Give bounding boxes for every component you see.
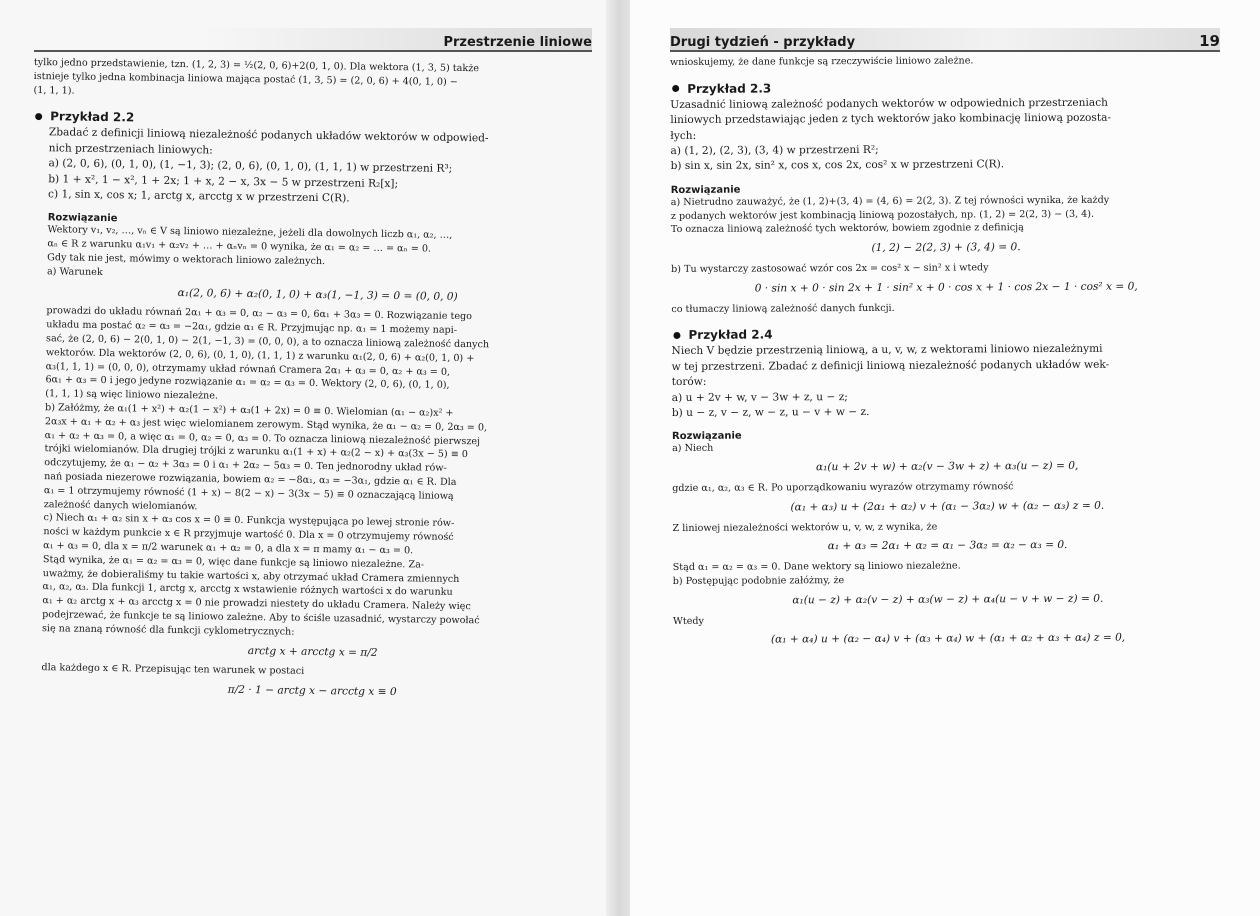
ex24-line: a) u + 2v + w, v − 3w + z, u − z;	[671, 390, 848, 404]
equation-a: α₁(2, 0, 6) + α₂(0, 1, 0) + α₃(1, −1, 3) = 0 = (0, 0, 0)	[177, 286, 458, 303]
equation-24-1: α₁(u + 2v + w) + α₂(v − 3w + z) + α₃(u − z) = 0,	[815, 460, 1079, 474]
equation-23-b: 0 · sin x + 0 · sin 2x + 1 · sin² x + 0 · cos x + 1 · cos 2x − 1 · cos² x = 0,	[754, 280, 1138, 295]
part-b-line: odczytujemy, że α₁ − α₂ + 3α₃ = 0 i α₁ + 2α₂ − 5α₃ = 0. Ten jednorodny układ rów-	[44, 457, 447, 474]
part-a-line: 6α₁ + α₃ = 0 i jego jedyne rozwiązanie α₁ = α₂ = α₃ = 0. Wektory (2, 0, 6), (0, 1, 0),	[45, 374, 450, 392]
bullet-icon	[35, 113, 42, 120]
example-2-3-heading	[670, 79, 1220, 96]
right-top-line: wnioskujemy, że dane funkcje są rzeczywiście liniowo zależne.	[670, 55, 974, 68]
part-b-line: zależność danych wielomianów.	[43, 498, 198, 512]
part-c-line: α₁, α₂, α₃. Dla funkcji 1, arctg x, arcctg x wstawienie różnych wartości x do warunku	[42, 581, 453, 599]
part-a-line: sać, że (2, 0, 6) − 2(0, 1, 0) − 2(1, −1, 3) = (0, 0, 0), a to oznacza liniową zależność danych	[45, 333, 490, 351]
equation-c: arctg x + arcctg x = π/2	[247, 644, 378, 659]
part-a-line: układu ma postać α₂ = α₃ = −2α₁, gdzie α₁ ∈ R. Przyjmując np. α₁ = 1 możemy napi-	[46, 319, 458, 337]
right-page-body	[670, 53, 1223, 648]
top-line-3: (1, 1, 1).	[33, 84, 75, 97]
solution-intro-line: Gdy tak nie jest, mówimy o wektorach liniowo zależnych.	[47, 252, 326, 268]
ex24-line: b) u − z, v − z, w − z, u − v + w − z.	[671, 405, 870, 420]
sol24-b-line: b) Postępując podobnie załóżmy, że	[672, 575, 845, 588]
equation-last: π/2 · 1 − arctg x − arcctg x ≡ 0	[227, 683, 397, 699]
example-2-2-task	[25, 125, 591, 702]
part-b-line: 2α₃x + α₁ + α₂ + α₃ jest więc wielomianem zerowym. Stąd wynika, że α₁ − α₂ = 0, 2α₃ = 0,	[44, 415, 488, 434]
task-line: Zbadać z definicji liniową niezależność podanych układów wektorów w odpowied-	[48, 126, 489, 145]
ex23-line: Uzasadnić liniową zależność podanych wektorów w odpowiednich przestrzeniach	[670, 96, 1108, 111]
left-header-title: Przestrzenie liniowe	[443, 35, 592, 50]
page-number: 19	[1199, 32, 1220, 50]
solution-intro-line: αₙ ∈ R z warunku α₁v₁ + α₂v₂ + … + αₙvₙ = 0 wynika, że α₁ = α₂ = … = αₙ = 0.	[47, 238, 432, 255]
solution-heading: Rozwiązanie	[47, 212, 118, 225]
part-c-line: uważmy, że dobieraliśmy tu takie wartości x, aby otrzymać układ Cramera zmiennych	[42, 567, 460, 585]
task-line: c) 1, sin x, cos x; 1, arctg x, arcctg x w przestrzeni C(R).	[47, 188, 350, 205]
right-header-title: Drugi tydzień - przykłady	[670, 35, 856, 50]
solution-2-4-heading: Rozwiązanie	[671, 431, 742, 443]
sol23-b-line: b) Tu wystarczy zastosować wzór cos 2x = cos² x − sin² x i wtedy	[671, 262, 989, 276]
bullet-icon	[672, 85, 679, 92]
sol24-a-label: a) Niech	[672, 443, 714, 455]
part-c-line: c) Niech α₁ + α₂ sin x + α₃ cos x = 0 ≡ 0. Funkcja występująca po lewej stronie rów-	[43, 512, 455, 530]
sol24-line: gdzie α₁, α₂, α₃ ∈ R. Po uporządkowaniu wyrazów otrzymamy równość	[672, 481, 1014, 495]
equation-23-a: (1, 2) − 2(2, 3) + (3, 4) = 0.	[871, 241, 1021, 255]
left-page-body	[25, 56, 592, 703]
part-b-line: trójki wielomianów. Dla drugiej trójki z warunku α₁(1 + x) + α₂(2 − x) + α₃(3x − 5) ≡ 0	[44, 443, 468, 461]
task-line: b) 1 + x², 1 − x², 1 + 2x; 1 + x, 2 − x, 3x − 5 w przestrzeni R₂[x];	[48, 172, 399, 190]
bottom-line: dla każdego x ∈ R. Przepisując ten warunek w postaci	[41, 662, 305, 678]
right-page	[630, 0, 1260, 916]
ex24-line: w tej przestrzeni. Zbadać z definicji liniową niezależność podanych układów wek-	[671, 358, 1110, 373]
part-a-line: prowadzi do układu równań 2α₁ + α₃ = 0, α₂ − α₃ = 0, 6α₁ + 3α₃ = 0. Rozwiązanie tego	[46, 305, 473, 323]
sol24-line: Stąd α₁ = α₂ = α₃ = 0. Dane wektory są liniowo niezależne.	[672, 560, 961, 574]
part-c-line: się na znaną równość dla funkcji cyklometrycznych:	[41, 622, 295, 638]
part-b-line: nań posiada niezerowe rozwiązania, bowiem α₂ = −8α₁, α₃ = −3α₁, gdzie α₁ ∈ R. Dla	[44, 471, 457, 488]
bullet-icon	[673, 332, 680, 339]
part-c-line: ności w każdym punkcie x ∈ R przyjmuje wartość 0. Dla x = 0 otrzymujemy równość	[43, 526, 454, 544]
equation-24-3: α₁ + α₃ = 2α₁ + α₂ = α₁ − 3α₂ = α₂ − α₃ = 0.	[827, 539, 1068, 553]
ex23-line: a) (1, 2), (2, 3), (3, 4) w przestrzeni R²;	[670, 143, 879, 158]
example-2-4-heading	[671, 326, 1221, 343]
ex24-line: torów:	[671, 376, 707, 389]
sol23-a-line: z podanych wektorów jest kombinacją liniową pozostałych, np. (1, 2) = 2(2, 3) − (3, 4).	[670, 208, 1095, 222]
sol23-a-line: To oznacza liniową zależność tych wektorów, bowiem zgodnie z definicją	[670, 222, 1024, 236]
part-c-line: α₁ + α₃ = 0, dla x = π/2 warunek α₁ + α₂ = 0, a dla x = π mamy α₁ − α₃ = 0.	[43, 540, 414, 557]
part-b-line: α₁ + α₂ + α₃ = 0, a więc α₁ = 0, α₂ = 0, α₃ = 0. To oznacza liniową niezależność pierwszej	[44, 429, 481, 447]
example-2-3-title: Przykład 2.3	[687, 81, 772, 96]
sol23-end-line: co tłumaczy liniową zależność danych funkcji.	[671, 302, 895, 315]
right-page-header	[670, 28, 1220, 52]
part-b-line: b) Załóżmy, że α₁(1 + x²) + α₂(1 − x²) + α₃(1 + 2x) = 0 ≡ 0. Wielomian (α₁ − α₂)x² +	[45, 402, 454, 419]
part-c-line: podejrzewać, że funkcje te są liniowo zależne. Aby to ściśle uzasadnić, wystarczy powołać	[42, 609, 480, 627]
example-2-2-title: Przykład 2.2	[50, 109, 135, 125]
equation-24-4: α₁(u − z) + α₂(v − z) + α₃(w − z) + α₄(u − v + w − z) = 0.	[792, 592, 1104, 607]
part-c-line: α₁ + α₂ arctg x + α₃ arcctg x = 0 nie prowadzi niestety do układu Cramera. Należy więc	[42, 595, 471, 613]
equation-24-5: (α₁ + α₄) u + (α₂ − α₄) v + (α₃ + α₄) w + (α₁ + α₂ + α₃ + α₄) z = 0,	[770, 632, 1126, 646]
equation-24-2: (α₁ + α₃) u + (2α₁ + α₂) v + (α₁ − 3α₂) w + (α₂ − α₃) z = 0.	[790, 499, 1105, 514]
task-line: nich przestrzeniach liniowych:	[48, 142, 213, 157]
part-a-line: wektorów. Dla wektorów (2, 0, 6), (0, 1, 0), (1, 1, 1) z warunku α₁(2, 0, 6) + α₂(0, 1, 0) +	[45, 346, 475, 364]
part-b-line: α₁ = 1 otrzymujemy równość (1 + x) − 8(2 − x) − 3(3x − 5) ≡ 0 oznaczającą liniową	[43, 484, 454, 502]
ex23-line: łych:	[670, 129, 697, 142]
example-2-4-title: Przykład 2.4	[688, 327, 773, 343]
ex23-line: liniowych przedstawiając jeden z tych wektorów jako kombinację liniową pozosta-	[670, 111, 1112, 127]
part-a-line: (1, 1, 1) są więc liniowo niezależne.	[45, 388, 219, 402]
sol24-wtedy: Wtedy	[672, 615, 704, 627]
top-line-1: tylko jedno przedstawienie, tzn. (1, 2, 3) = ½(2, 0, 6)+2(0, 1, 0). Dla wektora (1, 3, 5) także	[33, 56, 480, 75]
part-a-label: a) Warunek	[46, 266, 103, 278]
sol23-a-line: a) Nietrudno zauważyć, że (1, 2)+(3, 4) = (4, 6) = 2(2, 3). Z tej równości wynika, że każdy	[670, 194, 1110, 208]
ex23-line: b) sin x, sin 2x, sin² x, cos x, cos 2x, cos² x w przestrzeni C(R).	[670, 158, 1005, 173]
top-line-2: istnieje tylko jedna kombinacja liniowa mająca postać (1, 3, 5) = (2, 0, 6) + 4(0, 1, 0) −	[33, 70, 458, 88]
left-page	[0, 0, 610, 916]
left-page-header	[34, 28, 592, 52]
ex24-line: Niech V będzie przestrzenią liniową, a u, v, w, z wektorami liniowo niezależnymi	[671, 343, 1103, 358]
solution-intro-line: Wektory v₁, v₂, …, vₙ ∈ V są liniowo niezależne, jeżeli dla dowolnych liczb α₁, α₂, …,	[47, 224, 453, 242]
part-c-line: Stąd wynika, że α₁ = α₂ = α₃ = 0, więc dane funkcje są liniowo niezależne. Za-	[42, 553, 425, 571]
part-a-line: α₃(1, 1, 1) = (0, 0, 0), otrzymamy układ równań Cramera 2α₁ + α₃ = 0, α₂ + α₃ = 0,	[45, 360, 451, 378]
task-line: a) (2, 0, 6), (0, 1, 0), (1, −1, 3); (2, 0, 6), (0, 1, 0), (1, 1, 1) w przestrzeni R³;	[48, 157, 453, 176]
solution-2-3-heading: Rozwiązanie	[670, 184, 741, 196]
sol24-line: Z liniowej niezależności wektorów u, v, w, z wynika, że	[672, 521, 938, 534]
